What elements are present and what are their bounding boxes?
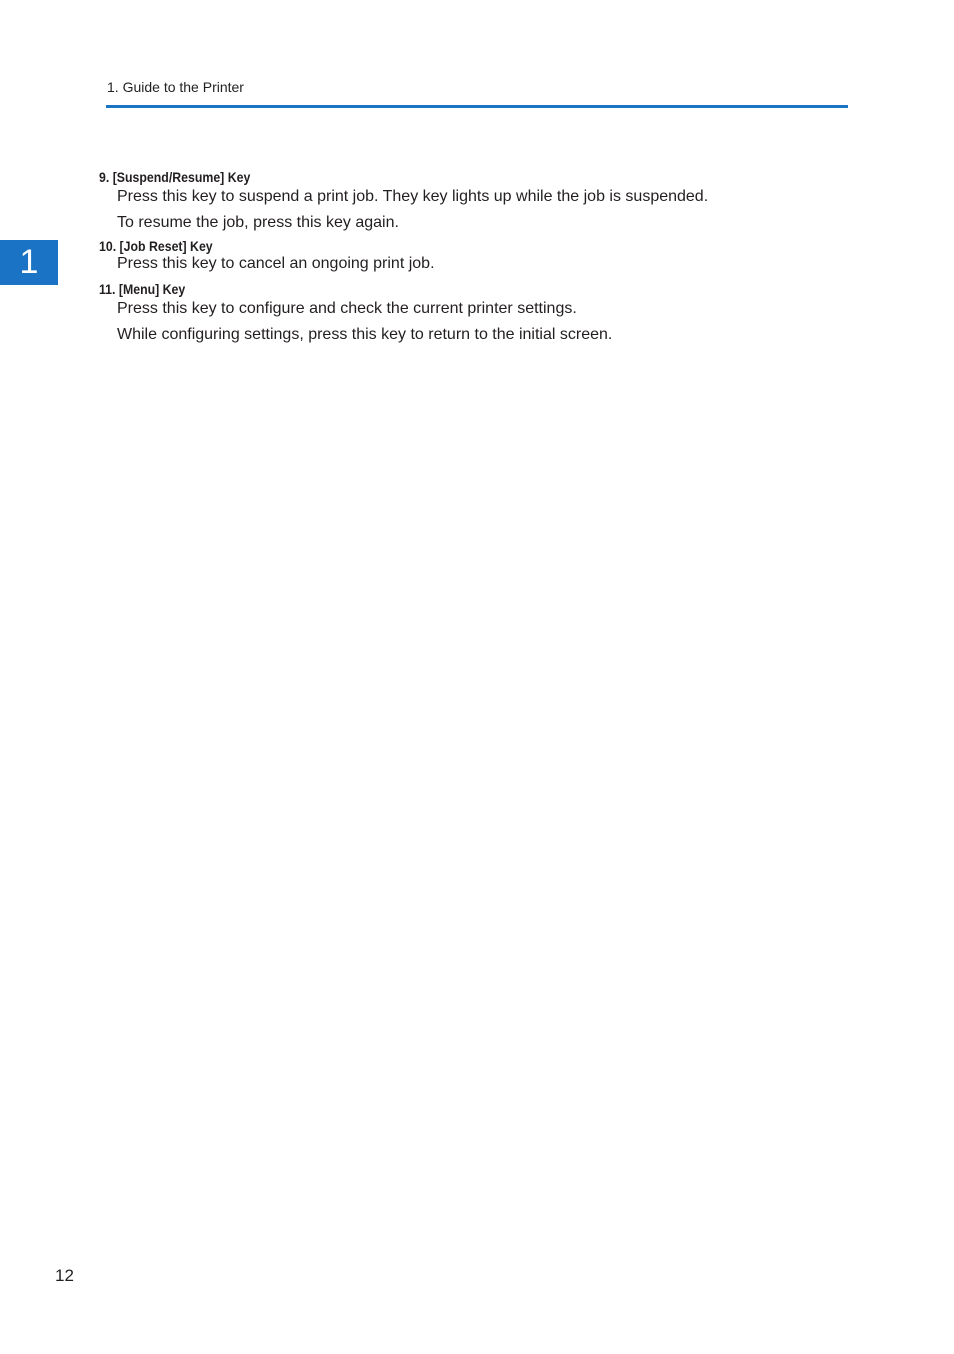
page-number: 12 (55, 1266, 74, 1285)
item-heading: 10. [Job Reset] Key (99, 238, 213, 254)
item-paragraph: To resume the job, press this key again. (117, 214, 399, 231)
item-paragraph: While configuring settings, press this key to return to the initial screen. (117, 326, 613, 343)
item-paragraph: Press this key to configure and check the current printer settings. (117, 300, 577, 317)
item-suspend-resume-key (99, 168, 859, 233)
running-header: 1. Guide to the Printer (107, 79, 244, 95)
item-menu-key (99, 280, 859, 345)
item-heading: 11. [Menu] Key (99, 281, 186, 297)
chapter-tab: 1 (0, 240, 58, 285)
item-paragraph: Press this key to suspend a print job. They key lights up while the job is suspended. (117, 188, 709, 205)
item-job-reset-key (99, 237, 859, 274)
item-paragraph: Press this key to cancel an ongoing print job. (117, 255, 435, 272)
header-rule (106, 105, 848, 108)
key-descriptions (99, 168, 859, 349)
item-heading: 9. [Suspend/Resume] Key (99, 169, 251, 185)
